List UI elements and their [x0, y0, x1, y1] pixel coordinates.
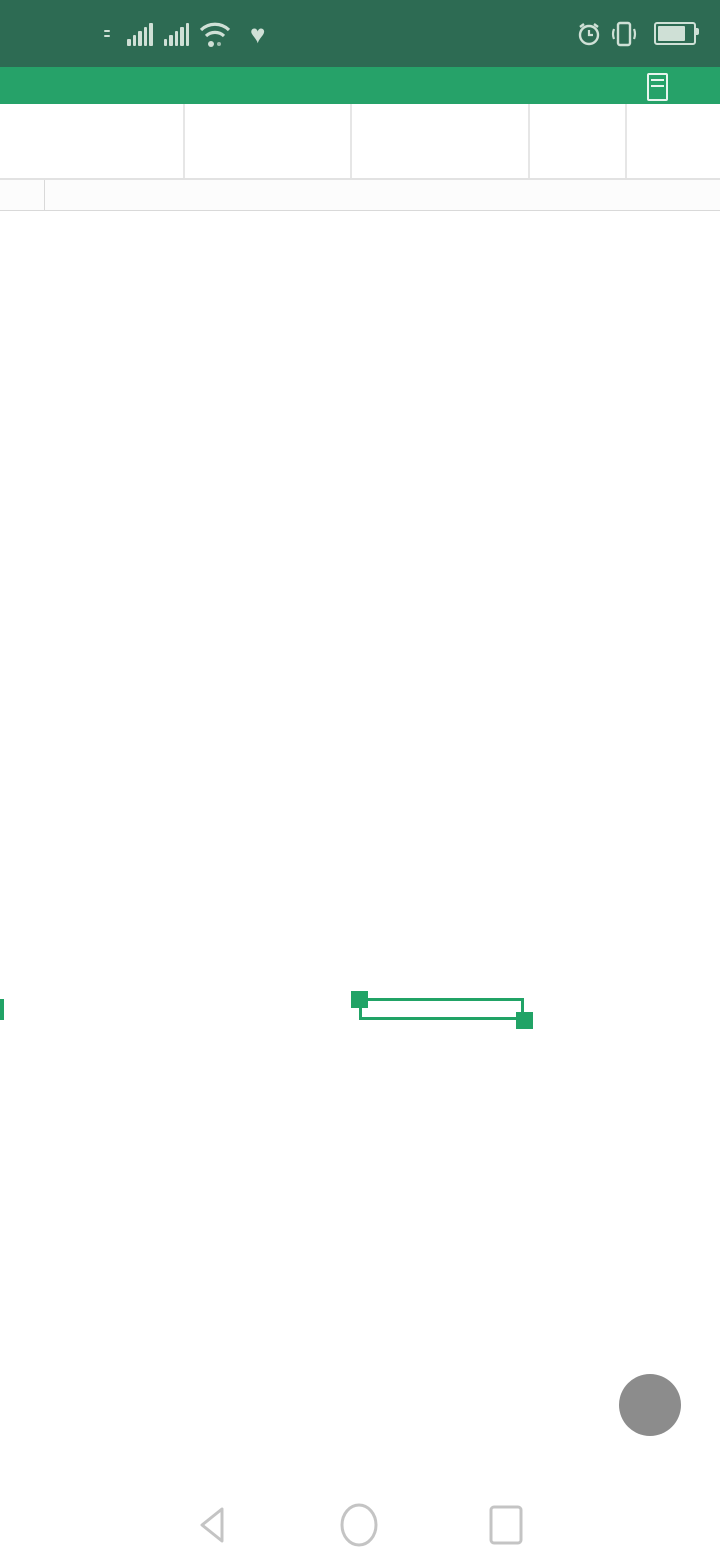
wifi-icon: [198, 20, 232, 48]
sim1-signal: [125, 22, 153, 46]
memo-icon[interactable]: [647, 73, 668, 101]
selection-handle-bottom-right[interactable]: [516, 1012, 533, 1029]
signal-bars-icon: [164, 22, 190, 46]
select-all-corner[interactable]: [0, 180, 45, 210]
hd-sim1-icon: [104, 30, 116, 32]
android-nav-bar: [0, 1490, 720, 1560]
hd-sim2-icon: [104, 35, 116, 37]
tab-mammal-kingdom[interactable]: [352, 104, 530, 178]
selected-row-marker: [0, 999, 4, 1020]
status-bar: [0, 0, 720, 67]
cell-selection-border: [359, 998, 524, 1020]
vibrate-icon: [610, 21, 638, 47]
tab-ancient-life[interactable]: [185, 104, 352, 178]
sheet-tab-bar: [0, 104, 720, 180]
battery-icon: [654, 22, 696, 45]
spreadsheet: [0, 180, 720, 1490]
back-button[interactable]: [196, 1505, 230, 1545]
signal-bars-icon: [127, 22, 153, 46]
home-button[interactable]: [338, 1502, 380, 1548]
column-header-row: [0, 180, 720, 211]
hd-voice-icons: [104, 30, 116, 37]
health-heart-icon: ♥: [250, 18, 266, 49]
tab-biological-evolution[interactable]: [0, 104, 185, 178]
fullscreen-toggle-button[interactable]: [619, 1374, 681, 1436]
more-tabs-button[interactable]: [625, 104, 720, 178]
recents-button[interactable]: [488, 1504, 524, 1546]
title-bar: [0, 67, 720, 104]
sim2-signal: [162, 22, 190, 46]
tab-civilization[interactable]: [530, 104, 625, 178]
alarm-icon: [576, 21, 602, 47]
selection-handle-top-left[interactable]: [351, 991, 368, 1008]
